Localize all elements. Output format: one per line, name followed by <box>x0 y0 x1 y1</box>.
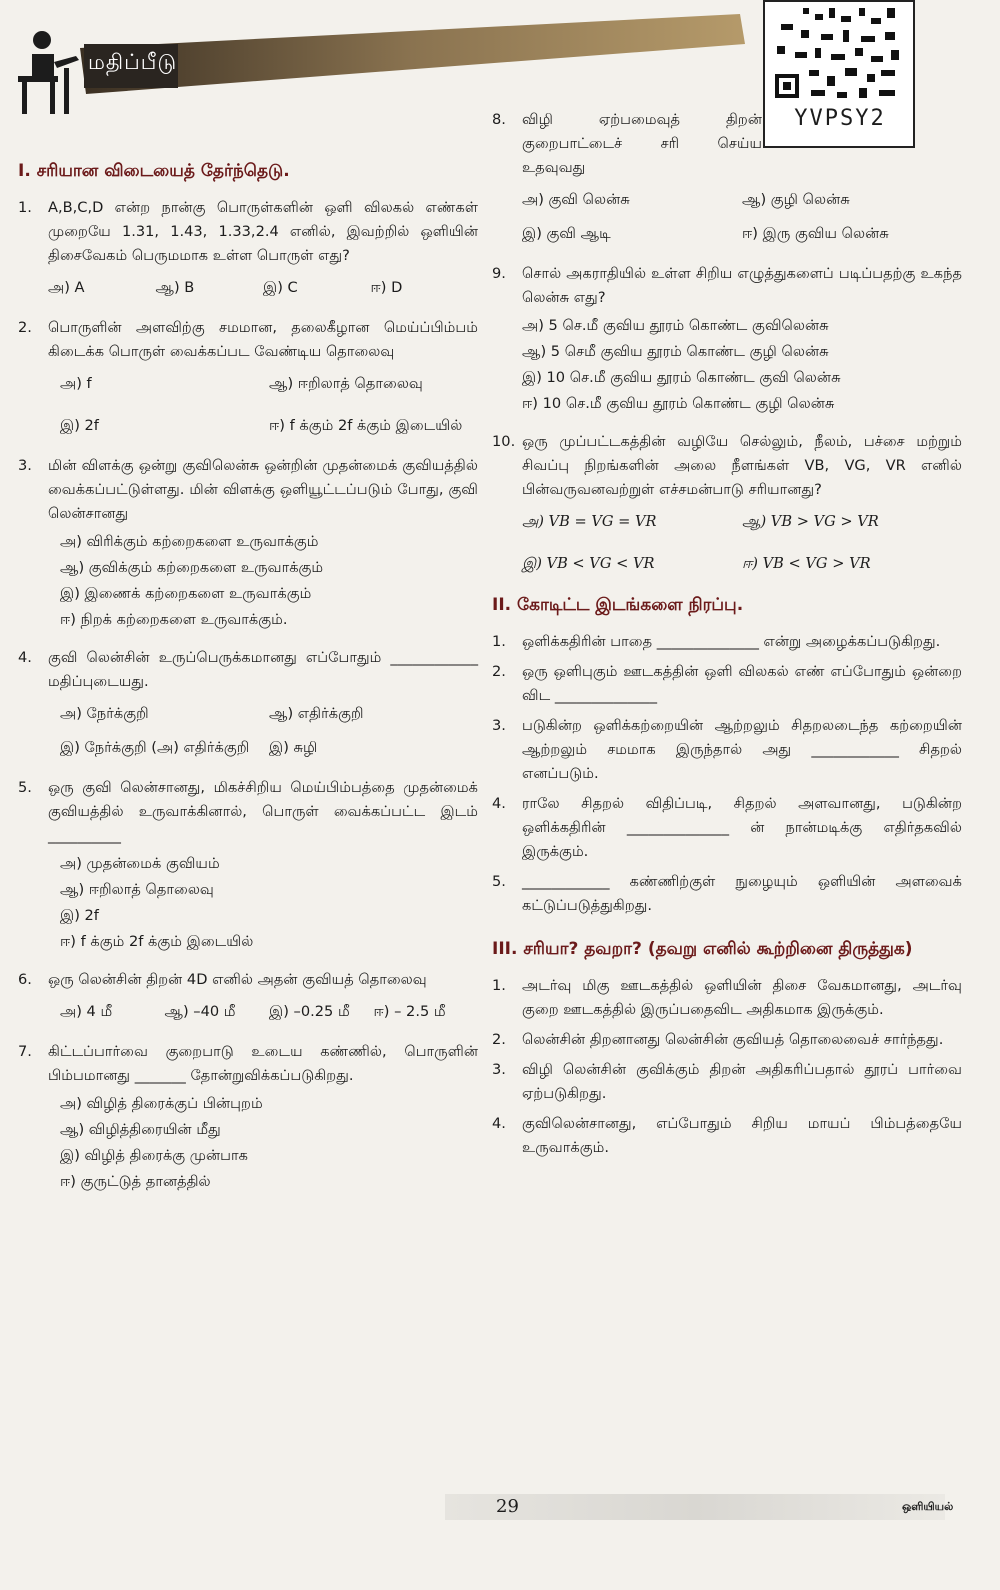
option-d: ஈ) 10 செ.மீ குவிய தூரம் கொண்ட குழி லென்சு <box>522 395 835 412</box>
option-b: ஆ) குவிக்கும் கற்றைகளை உருவாக்கும் <box>60 559 324 576</box>
question-8 <box>492 108 962 180</box>
question-text: சொல் அகராதியில் உள்ள சிறிய எழுத்துகளைப் படிப்பதற்கு உகந்த லென்சு எது? <box>522 265 962 306</box>
item-number: 2. <box>492 1031 506 1048</box>
question-number: 9. <box>492 265 506 282</box>
question-number: 10. <box>492 433 516 450</box>
option-b: ஆ) –40 மீ <box>164 1003 236 1020</box>
section-3-title: III. சரியா? தவறா? (தவறு எனில் கூற்றினை திருத்துக) <box>492 939 913 959</box>
item-text: ஒரு ஒளிபுகும் ஊடகத்தின் ஒளி விலகல் எண் எப்போதும் ஒன்றை விட ______________ <box>522 663 962 704</box>
question-number: 2. <box>18 319 32 336</box>
option-c: இ) குவி ஆடி <box>522 225 611 242</box>
fill-blank-3 <box>492 714 962 786</box>
question-number: 4. <box>18 649 32 666</box>
item-number: 5. <box>492 873 506 890</box>
true-false-3 <box>492 1058 962 1106</box>
question-number: 7. <box>18 1043 32 1060</box>
fill-blank-4 <box>492 792 962 864</box>
question-9 <box>492 262 962 416</box>
question-text: கிட்டப்பார்வை குறைபாடு உடைய கண்ணில், பொருளின் பிம்பமானது _______ தோன்றுவிக்கப்படுகிறது. <box>48 1043 478 1084</box>
option-c: இ) விழித் திரைக்கு முன்பாக <box>60 1147 248 1164</box>
item-number: 3. <box>492 1061 506 1078</box>
option-d: ஈ) f க்கும் 2f க்கும் இடையில் <box>269 417 463 434</box>
option-a: அ) f <box>60 375 92 392</box>
option-d: ஈ) இரு குவிய லென்சு <box>742 225 889 242</box>
question-text: மின் விளக்கு ஒன்று குவிலென்சு ஒன்றின் முதன்மைக் குவியத்தில் வைக்கப்பட்டுள்ளது. மின் விளக்கு ஒளியூட்டப்படும் போது, குவி லென்சானது <box>48 457 478 522</box>
question-6 <box>18 968 478 1026</box>
chapter-label: ஒளியியல் <box>902 1500 954 1513</box>
question-text: பொருளின் அளவிற்கு சமமான, தலைகீழான மெய்ப்பிம்பம் கிடைக்க பொருள் வைக்கப்பட வேண்டிய தொலைவு <box>48 319 478 360</box>
option-b: ஆ) ஈறிலாத் தொலைவு <box>269 375 423 392</box>
question-2 <box>18 316 478 440</box>
section-2-title: II. கோடிட்ட இடங்களை நிரப்பு. <box>492 595 744 615</box>
option-d: ஈ) – 2.5 மீ <box>373 1003 446 1020</box>
option-d: ஈ) குருட்டுத் தானத்தில் <box>60 1173 211 1190</box>
option-a: அ) 4 மீ <box>60 1003 113 1020</box>
item-number: 2. <box>492 663 506 680</box>
option-a: அ) விரிக்கும் கற்றைகளை உருவாக்கும் <box>60 533 319 550</box>
option-a: அ) VB = VG = VR <box>522 513 657 530</box>
option-c: இ) VB < VG < VR <box>522 555 655 572</box>
true-false-1 <box>492 974 962 1022</box>
option-a: அ) விழித் திரைக்குப் பின்புறம் <box>60 1095 263 1112</box>
option-d: இ) சுழி <box>269 739 318 756</box>
section-1-title: I. சரியான விடையைத் தேர்ந்தெடு. <box>18 161 290 181</box>
option-b: ஆ) B <box>155 279 195 296</box>
option-c: இ) 2f <box>60 907 99 924</box>
question-8-options <box>522 186 962 248</box>
question-text: A,B,C,D என்ற நான்கு பொருள்களின் ஒளி விலகல் எண்கள் முறையே 1.31, 1.43, 1.33,2.4 எனில், இவற்றில் ஒளியின் திசைவேகம் பெருமமாக உள்ள பொருள் எது? <box>48 199 478 264</box>
option-c: இ) இணைக் கற்றைகளை உருவாக்கும் <box>60 585 312 602</box>
question-number: 1. <box>18 199 32 216</box>
item-text: அடர்வு மிகு ஊடகத்தில் ஒளியின் திசை வேகமானது, அடர்வு குறை ஊடகத்தில் இருப்பதைவிட அதிகமாக இருக்கும். <box>522 977 962 1018</box>
item-text: ஒளிக்கதிரின் பாதை ______________ என்று அழைக்கப்படுகிறது. <box>522 633 941 650</box>
qr-pattern-icon <box>771 4 907 104</box>
option-a: அ) குவி லென்சு <box>522 191 630 208</box>
option-b: ஆ) குழி லென்சு <box>742 191 850 208</box>
question-5 <box>18 776 478 954</box>
footer-bar <box>445 1494 945 1520</box>
item-text: ராலே சிதறல் விதிப்படி, சிதறல் அளவானது, படுகின்ற ஒளிக்கதிரின் ______________ ன் நான்மடிக்கு எதிர்தகவில் இருக்கும். <box>522 795 962 860</box>
option-c: இ) 10 செ.மீ குவிய தூரம் கொண்ட குவி லென்சு <box>522 369 841 386</box>
option-d: ஈ) D <box>370 279 403 296</box>
question-text: விழி ஏற்பமைவுத் திறன் குறைபாட்டைச் சரி செய்ய உதவுவது <box>522 111 762 176</box>
option-a: அ) 5 செ.மீ குவிய தூரம் கொண்ட குவிலென்சு <box>522 317 829 334</box>
option-b: ஆ) ஈறிலாத் தொலைவு <box>60 881 214 898</box>
section-banner <box>80 14 745 100</box>
item-number: 4. <box>492 1115 506 1132</box>
item-text: குவிலென்சானது, எப்போதும் சிறிய மாயப் பிம்பத்தையே உருவாக்கும். <box>522 1115 962 1156</box>
true-false-4 <box>492 1112 962 1160</box>
option-d: ஈ) VB < VG > VR <box>742 555 871 572</box>
option-d: ஈ) நிறக் கற்றைகளை உருவாக்கும். <box>60 611 288 628</box>
page-number: 29 <box>496 1496 519 1517</box>
question-text: ஒரு லென்சின் திறன் 4D எனில் அதன் குவியத் தொலைவு <box>48 971 427 988</box>
fill-blank-5 <box>492 870 962 918</box>
option-a: அ) முதன்மைக் குவியம் <box>60 855 220 872</box>
question-number: 8. <box>492 111 506 128</box>
item-number: 1. <box>492 633 506 650</box>
option-d: ஈ) f க்கும் 2f க்கும் இடையில் <box>60 933 254 950</box>
question-text: ஒரு குவி லென்சானது, மிகச்சிறிய மெய்பிம்பத்தை முதன்மைக் குவியத்தில் உருவாக்கினால், பொருள் வைக்கப்பட்ட இடம் __________ <box>48 779 478 844</box>
option-c: இ) C <box>263 279 298 296</box>
option-b: ஆ) எதிர்க்குறி <box>269 705 364 722</box>
option-b: ஆ) 5 செமீ குவிய தூரம் கொண்ட குழி லென்சு <box>522 343 829 360</box>
question-4 <box>18 646 478 762</box>
item-number: 4. <box>492 795 506 812</box>
item-text: ____________ கண்ணிற்குள் நுழையும் ஒளியின் அளவைக் கட்டுப்படுத்துகிறது. <box>522 873 962 914</box>
right-column <box>492 108 962 1164</box>
reader-icon <box>10 28 88 118</box>
option-b: ஆ) VB > VG > VR <box>742 513 879 530</box>
item-text: விழி லென்சின் குவிக்கும் திறன் அதிகரிப்பதால் தூரப் பார்வை ஏற்படுகிறது. <box>522 1061 962 1102</box>
option-b: ஆ) விழித்திரையின் மீது <box>60 1121 221 1138</box>
left-column <box>18 150 478 1208</box>
option-a: அ) A <box>48 279 85 296</box>
qr-code-text: YVPSY2 <box>794 106 886 131</box>
fill-blank-1 <box>492 630 962 654</box>
option-a: அ) நேர்க்குறி <box>60 705 149 722</box>
item-text: லென்சின் திறனானது லென்சின் குவியத் தொலைவைச் சார்ந்தது. <box>522 1031 944 1048</box>
question-10 <box>492 430 962 578</box>
option-c: இ) –0.25 மீ <box>269 1003 350 1020</box>
banner-title: மதிப்பீடு <box>88 50 178 74</box>
question-number: 3. <box>18 457 32 474</box>
item-text: படுகின்ற ஒளிக்கற்றையின் ஆற்றலும் சிதறலடைந்த கற்றையின் ஆற்றலும் சமமாக இருந்தால் அது ____________ சிதறல் எனப்படும். <box>522 717 962 782</box>
fill-blank-2 <box>492 660 962 708</box>
item-number: 1. <box>492 977 506 994</box>
question-number: 6. <box>18 971 32 988</box>
option-c: இ) 2f <box>60 417 99 434</box>
option-c: இ) நேர்க்குறி (அ) எதிர்க்குறி <box>60 739 250 756</box>
question-7 <box>18 1040 478 1194</box>
question-1 <box>18 196 478 302</box>
true-false-2 <box>492 1028 962 1052</box>
question-3 <box>18 454 478 632</box>
question-number: 5. <box>18 779 32 796</box>
banner-brush <box>80 14 745 100</box>
question-text: குவி லென்சின் உருப்பெருக்கமானது எப்போதும் ____________ மதிப்புடையது. <box>48 649 478 690</box>
question-text: ஒரு முப்பட்டகத்தின் வழியே செல்லும், நீலம், பச்சை மற்றும் சிவப்பு நிறங்களின் அலை நீளங்கள் VB, VG, VR எனில் பின்வருவனவற்றுள் எச்சமன்பாடு சரியானது? <box>522 433 962 498</box>
item-number: 3. <box>492 717 506 734</box>
